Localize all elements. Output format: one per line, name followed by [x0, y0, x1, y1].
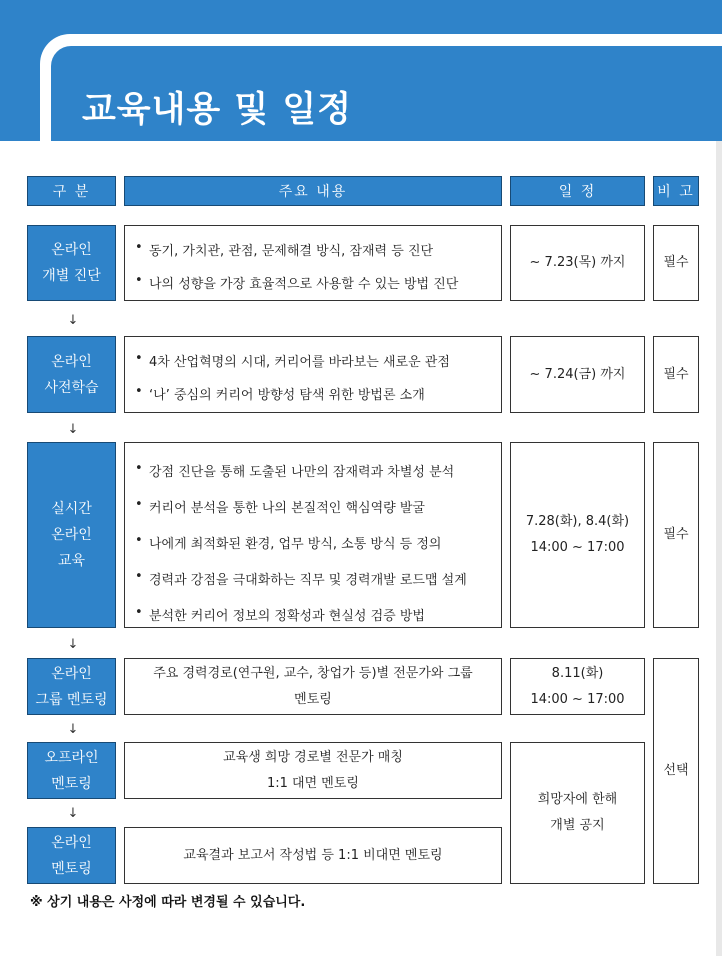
category-online-mentoring: 온라인 멘토링 [27, 827, 116, 884]
remark-online-diagnosis: 필수 [653, 225, 699, 301]
category-online-prelearning: 온라인 사전학습 [27, 336, 116, 413]
content-offline-mentoring: 교육생 희망 경로별 전문가 매칭 1:1 대면 멘토링 [124, 742, 502, 799]
flow-arrow: ↓ [67, 722, 79, 737]
flow-arrow: ↓ [67, 637, 79, 652]
flow-arrow: ↓ [67, 313, 79, 328]
list-item: • 나의 성향을 가장 효율적으로 사용할 수 있는 방법 진단 [135, 273, 459, 292]
schedule-mentoring-shared: 희망자에 한해 개별 공지 [510, 742, 645, 884]
content-online-group-mentoring: 주요 경력경로(연구원, 교수, 창업가 등)별 전문가와 그룹 멘토링 [124, 658, 502, 715]
content-online-diagnosis [124, 225, 502, 301]
remark-live-online-education: 필수 [653, 442, 699, 628]
remark-optional: 선택 [653, 658, 699, 884]
content-online-mentoring: 교육결과 보고서 작성법 등 1:1 비대면 멘토링 [124, 827, 502, 884]
category-online-diagnosis: 온라인 개별 진단 [27, 225, 116, 301]
category-online-group-mentoring: 온라인 그룹 멘토링 [27, 658, 116, 715]
list-item: • 커리어 분석을 통한 나의 본질적인 핵심역량 발굴 [135, 497, 425, 516]
content-online-prelearning [124, 336, 502, 413]
category-live-online-education: 실시간 온라인 교육 [27, 442, 116, 628]
list-item: • 동기, 가치관, 관점, 문제해결 방식, 잠재력 등 진단 [135, 240, 434, 259]
list-item: • 나에게 최적화된 환경, 업무 방식, 소통 방식 등 정의 [135, 533, 442, 552]
schedule-online-group-mentoring: 8.11(화) 14:00 ~ 17:00 [510, 658, 645, 715]
list-item: • 4차 산업혁명의 시대, 커리어를 바라보는 새로운 관점 [135, 351, 450, 370]
header-content: 주요 내용 [124, 176, 502, 206]
list-item: • ‘나’ 중심의 커리어 방향성 탐색 위한 방법론 소개 [135, 384, 425, 403]
list-item: • 강점 진단을 통해 도출된 나만의 잠재력과 차별성 분석 [135, 461, 455, 480]
category-offline-mentoring: 오프라인 멘토링 [27, 742, 116, 799]
schedule-online-prelearning: ~ 7.24(금) 까지 [510, 336, 645, 413]
remark-online-prelearning: 필수 [653, 336, 699, 413]
list-item: • 분석한 커리어 정보의 정확성과 현실성 검증 방법 [135, 605, 425, 624]
header-remark: 비 고 [653, 176, 699, 206]
flow-arrow: ↓ [67, 806, 79, 821]
page-edge [716, 141, 722, 956]
schedule-live-online-education: 7.28(화), 8.4(화) 14:00 ~ 17:00 [510, 442, 645, 628]
content-live-online-education [124, 442, 502, 628]
flow-arrow: ↓ [67, 422, 79, 437]
footnote: ※ 상기 내용은 사정에 따라 변경될 수 있습니다. [30, 895, 306, 910]
page-title: 교육내용 및 일정 [82, 90, 353, 130]
header-schedule: 일 정 [510, 176, 645, 206]
list-item: • 경력과 강점을 극대화하는 직무 및 경력개발 로드맵 설계 [135, 569, 467, 588]
header-category: 구 분 [27, 176, 116, 206]
schedule-online-diagnosis: ~ 7.23(목) 까지 [510, 225, 645, 301]
